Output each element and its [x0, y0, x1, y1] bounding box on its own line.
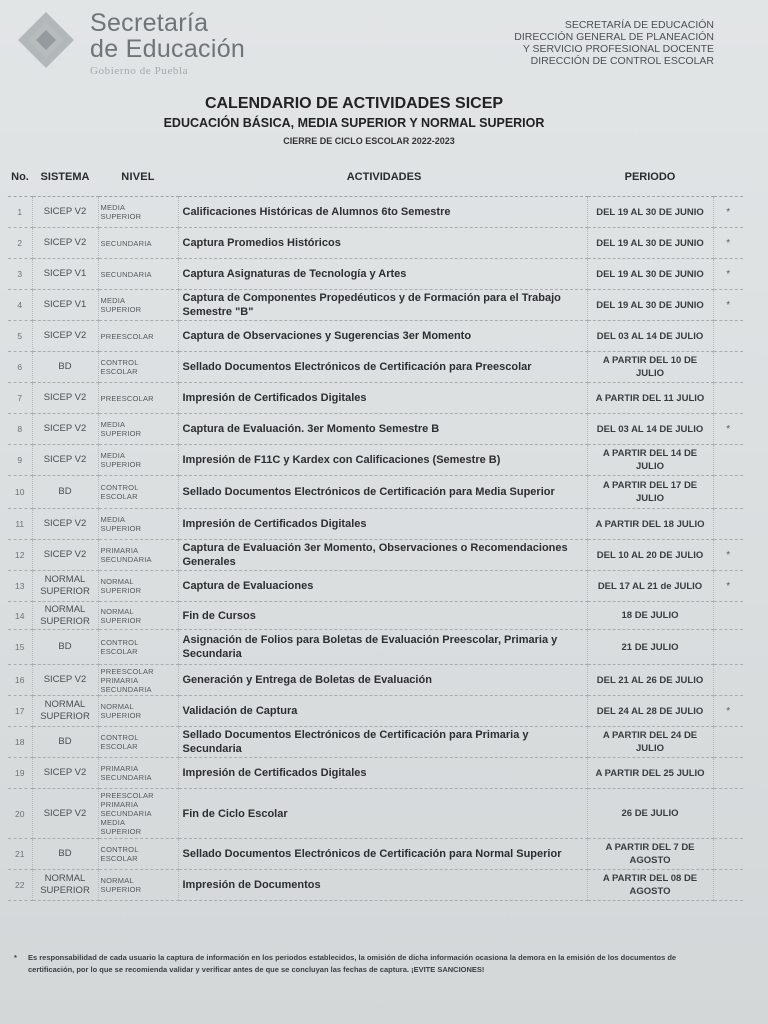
table-row — [8, 259, 743, 290]
nivel-line: ESCOLAR — [100, 492, 138, 501]
row-asterisk — [713, 352, 743, 383]
table-row — [8, 630, 743, 665]
row-periodo: DEL 24 AL 28 DE JULIO — [587, 696, 713, 727]
row-periodo: DEL 19 AL 30 DE JUNIO — [587, 290, 713, 321]
row-number: 12 — [8, 540, 32, 571]
row-asterisk — [713, 602, 743, 630]
row-periodo: 21 DE JULIO — [587, 630, 713, 665]
nivel-line: MEDIA — [100, 296, 126, 305]
nivel-line: MEDIA — [100, 818, 126, 827]
row-actividad: Impresión de Certificados Digitales — [178, 758, 587, 789]
table-row — [8, 665, 743, 696]
document-titles — [0, 95, 768, 146]
nivel-line: SUPERIOR — [100, 429, 142, 438]
row-actividad: Asignación de Folios para Boletas de Evaluación Preescolar, Primaria y Secundaria — [178, 630, 587, 665]
row-number: 10 — [8, 476, 32, 509]
row-nivel — [98, 758, 178, 789]
row-nivel — [98, 696, 178, 727]
row-nivel — [98, 540, 178, 571]
row-asterisk — [713, 476, 743, 509]
table-row — [8, 321, 743, 352]
row-periodo: DEL 21 AL 26 DE JULIO — [587, 665, 713, 696]
row-number: 4 — [8, 290, 32, 321]
logo-line-1: Secretaría — [90, 9, 209, 37]
row-asterisk: * — [713, 696, 743, 727]
footnote-star: * — [14, 953, 17, 962]
row-nivel — [98, 290, 178, 321]
col-header-flag — [713, 158, 743, 197]
nivel-line: SUPERIOR — [100, 524, 142, 533]
row-sistema: SICEP V2 — [32, 665, 98, 696]
nivel-line: SUPERIOR — [100, 586, 142, 595]
document-title: CALENDARIO DE ACTIVIDADES SICEP — [204, 95, 504, 112]
row-number: 13 — [8, 571, 32, 602]
table-row — [8, 789, 743, 839]
nivel-line: MEDIA — [100, 451, 126, 460]
institution-line: Y SERVICIO PROFESIONAL DOCENTE — [522, 43, 714, 55]
nivel-line: SECUNDARIA — [100, 773, 152, 782]
row-actividad: Sellado Documentos Electrónicos de Certificación para Preescolar — [178, 352, 587, 383]
nivel-line: ESCOLAR — [100, 854, 138, 863]
nivel-line: NORMAL — [100, 577, 134, 586]
row-nivel — [98, 259, 178, 290]
row-number: 21 — [8, 839, 32, 870]
row-sistema: BD — [32, 630, 98, 665]
table-header-row — [8, 158, 743, 197]
row-number: 3 — [8, 259, 32, 290]
row-sistema: SICEP V2 — [32, 383, 98, 414]
row-sistema: BD — [32, 727, 98, 758]
row-actividad: Validación de Captura — [178, 696, 587, 727]
table-row — [8, 696, 743, 727]
row-periodo: DEL 19 AL 30 DE JUNIO — [587, 197, 713, 228]
table-row — [8, 602, 743, 630]
nivel-line: NORMAL — [100, 606, 134, 616]
row-sistema: SICEP V2 — [32, 321, 98, 352]
nivel-line: CONTROL — [100, 483, 139, 492]
row-sistema: SICEP V2 — [32, 789, 98, 839]
table-row — [8, 197, 743, 228]
school-cycle: CIERRE DE CICLO ESCOLAR 2022-2023 — [283, 136, 455, 146]
row-nivel — [98, 414, 178, 445]
nivel-line: PREESCOLAR — [100, 393, 154, 403]
nivel-line: CONTROL — [100, 638, 139, 647]
row-sistema: SICEP V2 — [32, 540, 98, 571]
row-asterisk: * — [713, 259, 743, 290]
row-sistema: NORMAL SUPERIOR — [32, 602, 98, 630]
col-header-periodo: PERIODO — [587, 158, 713, 197]
institution-header — [514, 19, 714, 67]
row-nivel — [98, 839, 178, 870]
row-asterisk — [713, 789, 743, 839]
row-periodo: DEL 17 AL 21 de JULIO — [587, 571, 713, 602]
row-number: 15 — [8, 630, 32, 665]
institution-line: DIRECCIÓN GENERAL DE PLANEACIÓN — [514, 31, 714, 43]
row-sistema: NORMAL SUPERIOR — [32, 870, 98, 901]
table-row — [8, 476, 743, 509]
row-sistema: SICEP V2 — [32, 445, 98, 476]
table-row — [8, 290, 743, 321]
row-sistema: NORMAL SUPERIOR — [32, 571, 98, 602]
table-row — [8, 571, 743, 602]
row-sistema: BD — [32, 476, 98, 509]
row-periodo: A PARTIR DEL 24 DE JULIO — [587, 727, 713, 758]
row-number: 17 — [8, 696, 32, 727]
nivel-line: PREESCOLAR — [100, 666, 154, 676]
table-row — [8, 509, 743, 540]
row-actividad: Captura de Observaciones y Sugerencias 3er Momento — [178, 321, 587, 352]
row-actividad: Sellado Documentos Electrónicos de Certificación para Media Superior — [178, 476, 587, 509]
nivel-line: SUPERIOR — [100, 460, 142, 469]
row-number: 11 — [8, 509, 32, 540]
logo-line-2: de Educación — [90, 35, 246, 63]
row-number: 9 — [8, 445, 32, 476]
activities-table — [8, 158, 743, 901]
row-periodo: DEL 19 AL 30 DE JUNIO — [587, 259, 713, 290]
nivel-line: SUPERIOR — [100, 212, 142, 221]
row-actividad: Impresión de F11C y Kardex con Calificaciones (Semestre B) — [178, 445, 587, 476]
row-nivel — [98, 602, 178, 630]
row-nivel — [98, 665, 178, 696]
row-actividad: Captura de Evaluación. 3er Momento Semestre B — [178, 414, 587, 445]
row-nivel — [98, 571, 178, 602]
nivel-line: MEDIA — [100, 515, 126, 524]
row-periodo: 18 DE JULIO — [587, 602, 713, 630]
logo-subtitle: Gobierno de Puebla — [90, 65, 189, 77]
row-asterisk — [713, 630, 743, 665]
row-sistema: SICEP V2 — [32, 228, 98, 259]
table-row — [8, 228, 743, 259]
nivel-line: ESCOLAR — [100, 647, 138, 656]
row-actividad: Generación y Entrega de Boletas de Evaluación — [178, 665, 587, 696]
row-nivel — [98, 727, 178, 758]
row-actividad: Impresión de Documentos — [178, 870, 587, 901]
row-sistema: SICEP V1 — [32, 259, 98, 290]
row-actividad: Captura de Componentes Propedéuticos y de Formación para el Trabajo Semestre "B" — [178, 290, 587, 321]
nivel-line: PRIMARIA — [100, 764, 139, 773]
institution-line: DIRECCIÓN DE CONTROL ESCOLAR — [530, 55, 714, 67]
row-periodo: A PARTIR DEL 18 JULIO — [587, 509, 713, 540]
row-periodo: DEL 03 AL 14 DE JULIO — [587, 414, 713, 445]
row-asterisk — [713, 321, 743, 352]
nivel-line: PREESCOLAR — [100, 331, 154, 341]
row-asterisk — [713, 839, 743, 870]
row-periodo: A PARTIR DEL 11 JULIO — [587, 383, 713, 414]
document-subtitle: EDUCACIÓN BÁSICA, MEDIA SUPERIOR Y NORMAL SUPERIOR — [163, 116, 545, 130]
nivel-line: CONTROL — [100, 845, 139, 854]
secretaria-logo-icon — [16, 10, 76, 70]
row-nivel — [98, 476, 178, 509]
row-number: 2 — [8, 228, 32, 259]
row-nivel — [98, 509, 178, 540]
row-nivel — [98, 197, 178, 228]
row-periodo: DEL 19 AL 30 DE JUNIO — [587, 228, 713, 259]
row-nivel — [98, 789, 178, 839]
row-sistema: NORMAL SUPERIOR — [32, 696, 98, 727]
col-header-actividades: ACTIVIDADES — [178, 158, 587, 197]
row-asterisk: * — [713, 571, 743, 602]
row-actividad: Fin de Cursos — [178, 602, 587, 630]
nivel-line: PRIMARIA — [100, 675, 139, 685]
row-number: 5 — [8, 321, 32, 352]
row-number: 19 — [8, 758, 32, 789]
row-asterisk — [713, 445, 743, 476]
nivel-line: SUPERIOR — [100, 305, 142, 314]
nivel-line: SECUNDARIA — [100, 684, 152, 694]
nivel-line: MEDIA — [100, 203, 126, 212]
row-sistema: SICEP V2 — [32, 758, 98, 789]
row-nivel — [98, 321, 178, 352]
row-sistema: SICEP V2 — [32, 509, 98, 540]
row-asterisk — [713, 870, 743, 901]
footnote-text: Es responsabilidad de cada usuario la captura de información en los periodos establecidos, la omisión de dicha información ocasiona la demora en la emisión de los documentos de certificación, por lo que se recomienda validar y verificar antes de que se concluyan las fechas de captura. ¡EVITE SANCIONES! — [28, 953, 677, 974]
row-asterisk — [713, 383, 743, 414]
table-row — [8, 445, 743, 476]
row-asterisk: * — [713, 540, 743, 571]
row-periodo: A PARTIR DEL 17 DE JULIO — [587, 476, 713, 509]
nivel-line: CONTROL — [100, 358, 139, 367]
table-row — [8, 540, 743, 571]
row-asterisk — [713, 509, 743, 540]
row-actividad: Captura Asignaturas de Tecnología y Artes — [178, 259, 587, 290]
row-number: 18 — [8, 727, 32, 758]
row-nivel — [98, 352, 178, 383]
row-actividad: Sellado Documentos Electrónicos de Certificación para Primaria y Secundaria — [178, 727, 587, 758]
nivel-line: SECUNDARIA — [100, 269, 152, 279]
logo-wordmark — [90, 10, 245, 62]
row-nivel — [98, 228, 178, 259]
row-actividad: Impresión de Certificados Digitales — [178, 509, 587, 540]
row-sistema: SICEP V2 — [32, 197, 98, 228]
row-periodo: A PARTIR DEL 08 DE AGOSTO — [587, 870, 713, 901]
row-asterisk: * — [713, 228, 743, 259]
col-header-nivel: NIVEL — [98, 158, 178, 197]
row-asterisk: * — [713, 290, 743, 321]
row-periodo: A PARTIR DEL 25 JULIO — [587, 758, 713, 789]
nivel-line: PRIMARIA — [100, 546, 139, 555]
row-asterisk — [713, 727, 743, 758]
row-periodo: A PARTIR DEL 14 DE JULIO — [587, 445, 713, 476]
row-periodo: 26 DE JULIO — [587, 789, 713, 839]
nivel-line: SUPERIOR — [100, 885, 142, 894]
nivel-line: PRIMARIA — [100, 800, 139, 809]
row-number: 1 — [8, 197, 32, 228]
table-row — [8, 839, 743, 870]
nivel-line: ESCOLAR — [100, 367, 138, 376]
row-sistema: SICEP V1 — [32, 290, 98, 321]
row-actividad: Calificaciones Históricas de Alumnos 6to Semestre — [178, 197, 587, 228]
nivel-line: MEDIA — [100, 420, 126, 429]
nivel-line: SECUNDARIA — [100, 555, 152, 564]
table-row — [8, 383, 743, 414]
nivel-line: SUPERIOR — [100, 615, 142, 625]
row-actividad: Captura de Evaluaciones — [178, 571, 587, 602]
row-number: 20 — [8, 789, 32, 839]
row-periodo: A PARTIR DEL 7 DE AGOSTO — [587, 839, 713, 870]
table-row — [8, 727, 743, 758]
row-actividad: Impresión de Certificados Digitales — [178, 383, 587, 414]
row-actividad: Sellado Documentos Electrónicos de Certificación para Normal Superior — [178, 839, 587, 870]
row-actividad: Fin de Ciclo Escolar — [178, 789, 587, 839]
row-asterisk — [713, 665, 743, 696]
nivel-line: NORMAL — [100, 876, 134, 885]
table-row — [8, 414, 743, 445]
row-nivel — [98, 445, 178, 476]
table-body — [8, 197, 743, 901]
footnote — [14, 952, 704, 976]
row-actividad: Captura de Evaluación 3er Momento, Observaciones o Recomendaciones Generales — [178, 540, 587, 571]
nivel-line: SECUNDARIA — [100, 809, 152, 818]
nivel-line: SECUNDARIA — [100, 238, 152, 248]
table-row — [8, 870, 743, 901]
row-nivel — [98, 383, 178, 414]
row-asterisk: * — [713, 197, 743, 228]
row-number: 7 — [8, 383, 32, 414]
nivel-line: PREESCOLAR — [100, 791, 154, 800]
row-sistema: BD — [32, 352, 98, 383]
row-periodo: A PARTIR DEL 10 DE JULIO — [587, 352, 713, 383]
table-row — [8, 758, 743, 789]
nivel-line: NORMAL — [100, 702, 134, 711]
row-sistema: BD — [32, 839, 98, 870]
row-number: 16 — [8, 665, 32, 696]
row-number: 8 — [8, 414, 32, 445]
row-periodo: DEL 10 AL 20 DE JULIO — [587, 540, 713, 571]
row-asterisk — [713, 758, 743, 789]
row-actividad: Captura Promedios Históricos — [178, 228, 587, 259]
row-periodo: DEL 03 AL 14 DE JULIO — [587, 321, 713, 352]
col-header-sistema: SISTEMA — [32, 158, 98, 197]
table-row — [8, 352, 743, 383]
institution-line: SECRETARÍA DE EDUCACIÓN — [564, 19, 714, 31]
row-nivel — [98, 870, 178, 901]
nivel-line: SUPERIOR — [100, 827, 142, 836]
row-nivel — [98, 630, 178, 665]
nivel-line: SUPERIOR — [100, 711, 142, 720]
row-number: 22 — [8, 870, 32, 901]
nivel-line: CONTROL — [100, 733, 139, 742]
col-header-no: No. — [8, 158, 32, 197]
nivel-line: ESCOLAR — [100, 742, 138, 751]
row-number: 6 — [8, 352, 32, 383]
row-number: 14 — [8, 602, 32, 630]
row-sistema: SICEP V2 — [32, 414, 98, 445]
row-asterisk: * — [713, 414, 743, 445]
